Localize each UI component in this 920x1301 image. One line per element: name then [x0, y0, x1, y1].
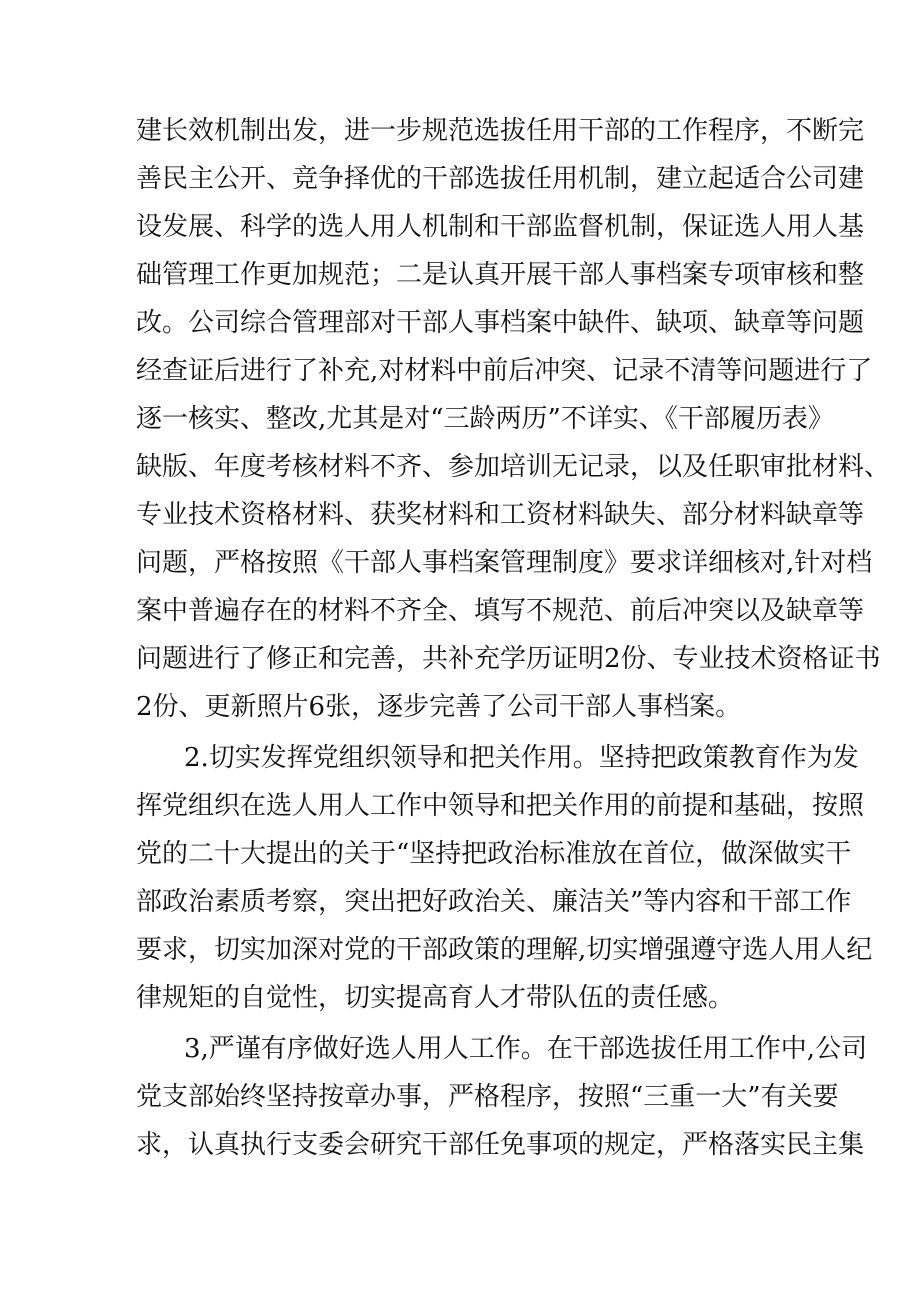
text-line: 逐一核实、整改,尤其是对“三龄两历”不详实、《干部履历表》 — [136, 404, 834, 434]
text-line: 2份、更新照片6张，逐步完善了公司干部人事档案。 — [136, 692, 742, 722]
section-heading-line: 2.切实发挥党组织领导和把关作用。坚持把政策教育作为发 — [184, 743, 859, 773]
text-line: 改。公司综合管理部对干部人事档案中缺件、缺项、缺章等问题 — [136, 308, 865, 338]
text-line: 部政治素质考察，突出把好政治关、廉洁关”等内容和干部工作 — [136, 887, 852, 917]
text-line: 设发展、科学的选人用人机制和干部监督机制，保证选人用人基 — [136, 212, 865, 242]
text-line: 专业技术资格材料、获奖材料和工资材料缺失、部分材料缺章等 — [136, 500, 865, 530]
text-line: 挥党组织在选人用人工作中领导和把关作用的前提和基础，按照 — [136, 791, 865, 821]
text-line: 案中普遍存在的材料不齐全、填写不规范、前后冲突以及缺章等 — [136, 596, 865, 626]
text-line: 要求，切实加深对党的干部政策的理解,切实增强遵守选人用人纪 — [136, 935, 873, 965]
text-line: 础管理工作更加规范；二是认真开展干部人事档案专项审核和整 — [136, 260, 865, 290]
text-line: 党的二十大提出的关于“坚持把政治标准放在首位，做深做实干 — [136, 839, 852, 869]
text-line: 求，认真执行支委会研究干部任免事项的规定，严格落实民主集 — [136, 1130, 865, 1160]
text-line: 问题进行了修正和完善，共补充学历证明2份、专业技术资格证书 — [136, 644, 881, 674]
text-line: 律规矩的自觉性，切实提高育人才带队伍的责任感。 — [136, 983, 735, 1013]
text-line: 建长效机制出发，进一步规范选拔任用干部的工作程序，不断完 — [136, 116, 865, 146]
text-line: 经查证后进行了补充,对材料中前后冲突、记录不清等问题进行了 — [136, 356, 873, 386]
section-heading-line: 3,严谨有序做好选人用人工作。在干部选拔任用工作中,公司 — [184, 1034, 868, 1064]
text-line: 缺版、年度考核材料不齐、参加培训无记录，以及任职审批材料、 — [136, 452, 891, 482]
text-line: 党支部始终坚持按章办事，严格程序，按照“三重一大”有关要 — [136, 1082, 839, 1112]
text-line: 问题，严格按照《干部人事档案管理制度》要求详细核对,针对档 — [136, 548, 873, 578]
text-line: 善民主公开、竞争择优的干部选拔任用机制，建立起适合公司建 — [136, 164, 865, 194]
